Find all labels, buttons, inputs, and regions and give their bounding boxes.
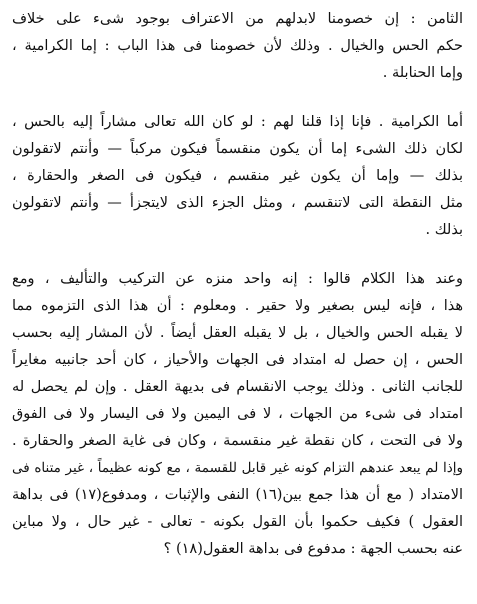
paragraph-spacer xyxy=(12,87,463,109)
text-line: لكان ذلك الشىء إما أن يكون منقسماً فيكون مركباً — وأنتم لاتقولون xyxy=(12,141,463,157)
text-line: لا يقبله الحس والخيال ، بل لا يقبله العقل أيضاً . لأن المشار إليه بحسب xyxy=(12,325,463,341)
text-line: بذلك — وإما أن يكون غير منقسم ، فيكون فى الصغر والحقارة ، xyxy=(12,168,463,184)
text-line: عنه بحسب الجهة : مدفوع فى بداهة العقول(١٨) ؟ xyxy=(163,541,463,557)
text-line: العقول ) فكيف حكموا بأن القول بكونه - تعالى - غير حال ، ولا مباين xyxy=(12,514,463,530)
text-line: مثل النقطة التى لاتنقسم ، ومثل الجزء الذى لايتجزأ — وأنتم لاتقولون xyxy=(12,195,463,211)
text-line: وإما الحنابلة . xyxy=(382,65,463,81)
text-line: هذا ، فإنه ليس بصغير ولا حقير . ومعلوم : أن هذا الذى التزموه مما xyxy=(12,298,463,314)
text-line: للجانب الثانى . وذلك يوجب الانقسام فى بديهة العقل . وإن لم يحصل له xyxy=(12,379,463,395)
text-line: وعند هذا الكلام قالوا : إنه واحد منزه عن التركيب والتأليف ، ومع xyxy=(12,271,463,287)
paragraph-karramiyya xyxy=(12,109,463,244)
text-line: الامتداد ( مع أن هذا جمع بين(١٦) النفى والإثبات ، ومدفوع(١٧) فى بداهة xyxy=(12,487,463,503)
text-line: الحس ، إن حصل له امتداد فى الجهات والأحياز ، كان أحد جانبيه مغايراً xyxy=(12,352,463,368)
text-line: حكم الحس والخيال . وذلك لأن خصومنا فى هذا الباب : إما الكرامية ، xyxy=(12,38,463,54)
text-line: الثامن : إن خصومنا لابدلهم من الاعتراف بوجود شىء على خلاف xyxy=(12,11,463,27)
text-line: امتداد فى شىء من الجهات ، لا فى اليمين ولا فى اليسار ولا فى الفوق xyxy=(12,406,463,422)
text-line: بذلك . xyxy=(425,222,463,238)
paragraph-spacer xyxy=(12,244,463,266)
paragraph-eighth-argument xyxy=(12,6,463,87)
text-line: وإذا لم يبعد عندهم التزام كونه غير قابل للقسمة ، مع كونه عظيماً ، غير متناه فى xyxy=(12,460,463,476)
text-line: أما الكرامية . فإنا إذا قلنا لهم : لو كان الله تعالى مشاراً إليه بالحس ، xyxy=(12,114,463,130)
paragraph-reply xyxy=(12,266,463,563)
text-line: ولا فى التحت ، كان نقطة غير منقسمة ، وكان فى غاية الصغر والحقارة . xyxy=(12,433,463,449)
